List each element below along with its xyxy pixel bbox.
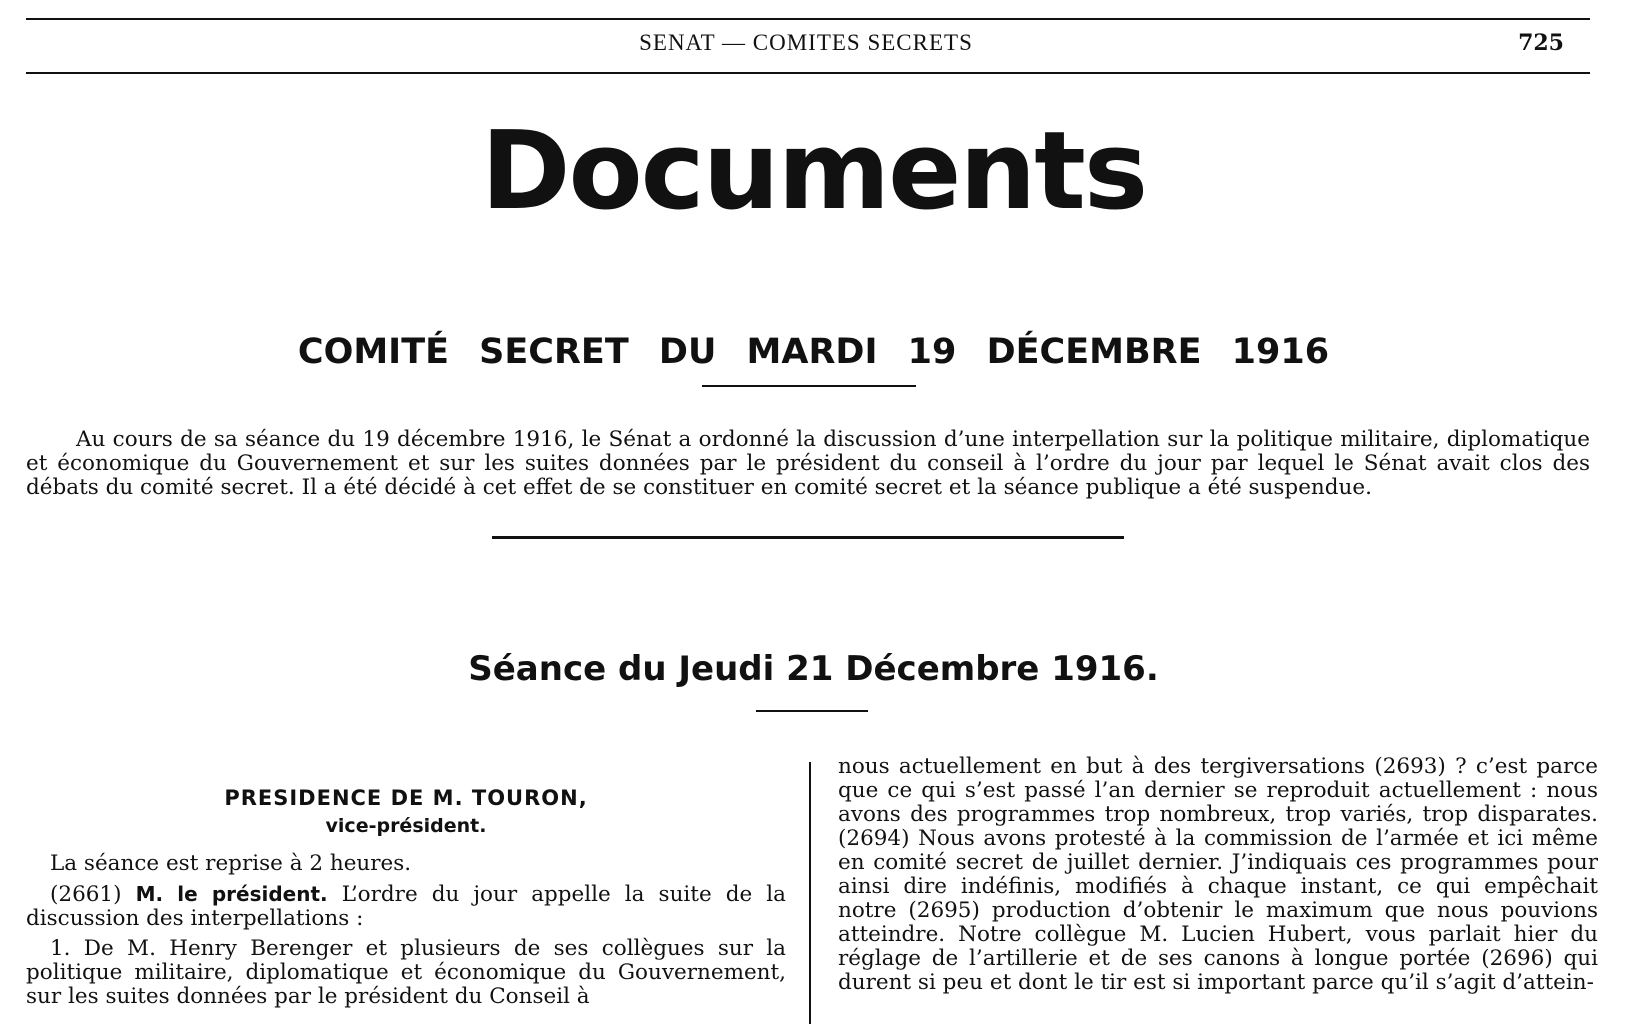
left-column	[26, 786, 786, 1015]
column-divider	[809, 762, 811, 1024]
paragraph-text: L’ordre du jour appelle la suite de la discussion des interpellations :	[26, 882, 786, 931]
running-title: SENAT — COMITES SECRETS	[639, 30, 973, 55]
intro-paragraph: Au cours de sa séance du 19 décembre 1916, le Sénat a ordonné la discussion d’une interpellation sur la politique militaire, diplomatique et économique du Gouvernement et sur les suites données par le président du conseil à l’ordre du jour par lequel le Sénat avait clos des débats du comité secret. Il a été décidé à cet effet de se constituer en comité secret et la séance publique a été suspendue.	[26, 427, 1590, 500]
page-number: 725	[1518, 30, 1564, 56]
vice-president-label: vice-président.	[325, 815, 487, 837]
presidence-heading: PRESIDENCE DE M. TOURON,	[224, 786, 588, 810]
paragraph-number: (2661)	[50, 882, 122, 907]
top-rule	[26, 18, 1590, 20]
seance-heading-underline	[756, 710, 868, 712]
running-head	[26, 30, 1586, 60]
seance-heading: Séance du Jeudi 21 Décembre 1916.	[468, 649, 1159, 689]
document-title: Documents	[480, 109, 1147, 234]
president-paragraph	[26, 882, 786, 931]
header-rule	[26, 72, 1590, 74]
right-column-text: nous actuellement en but à des tergiversations (2693) ? c’est parce que ce qui s’est passé l’an dernier se reproduit actuellement : nous avons des programmes trop nombreux, trop variés, trop disparates. (2694) Nous avons protesté à la commission de l’armée et ici même en comité secret de juillet dernier. J’indiquais ces programmes pour ainsi dire indéfinis, modifiés à chaque instant, ce qui empêchait notre (2695) production d’obtenir le maximum que nous pouvions atteindre. Notre collègue M. Lucien Hubert, vous parlait hier du réglage de l’artillerie et de ses canons à longue portée (2696) qui durent si peu et dont le tir est si important parce qu’il s’agit d’attein-	[838, 754, 1598, 995]
reprise-paragraph: La séance est reprise à 2 heures.	[50, 851, 412, 876]
section-divider	[492, 536, 1124, 539]
comite-heading: COMITÉ SECRET DU MARDI 19 DÉCEMBRE 1916	[297, 332, 1330, 372]
interpellation-paragraph: 1. De M. Henry Berenger et plusieurs de ses collègues sur la politique militaire, diplomatique et économique du Gouvernement, sur les suites données par le président du Conseil à	[26, 936, 786, 1009]
speaker-name: M. le président.	[135, 882, 328, 906]
comite-heading-underline	[702, 385, 916, 387]
